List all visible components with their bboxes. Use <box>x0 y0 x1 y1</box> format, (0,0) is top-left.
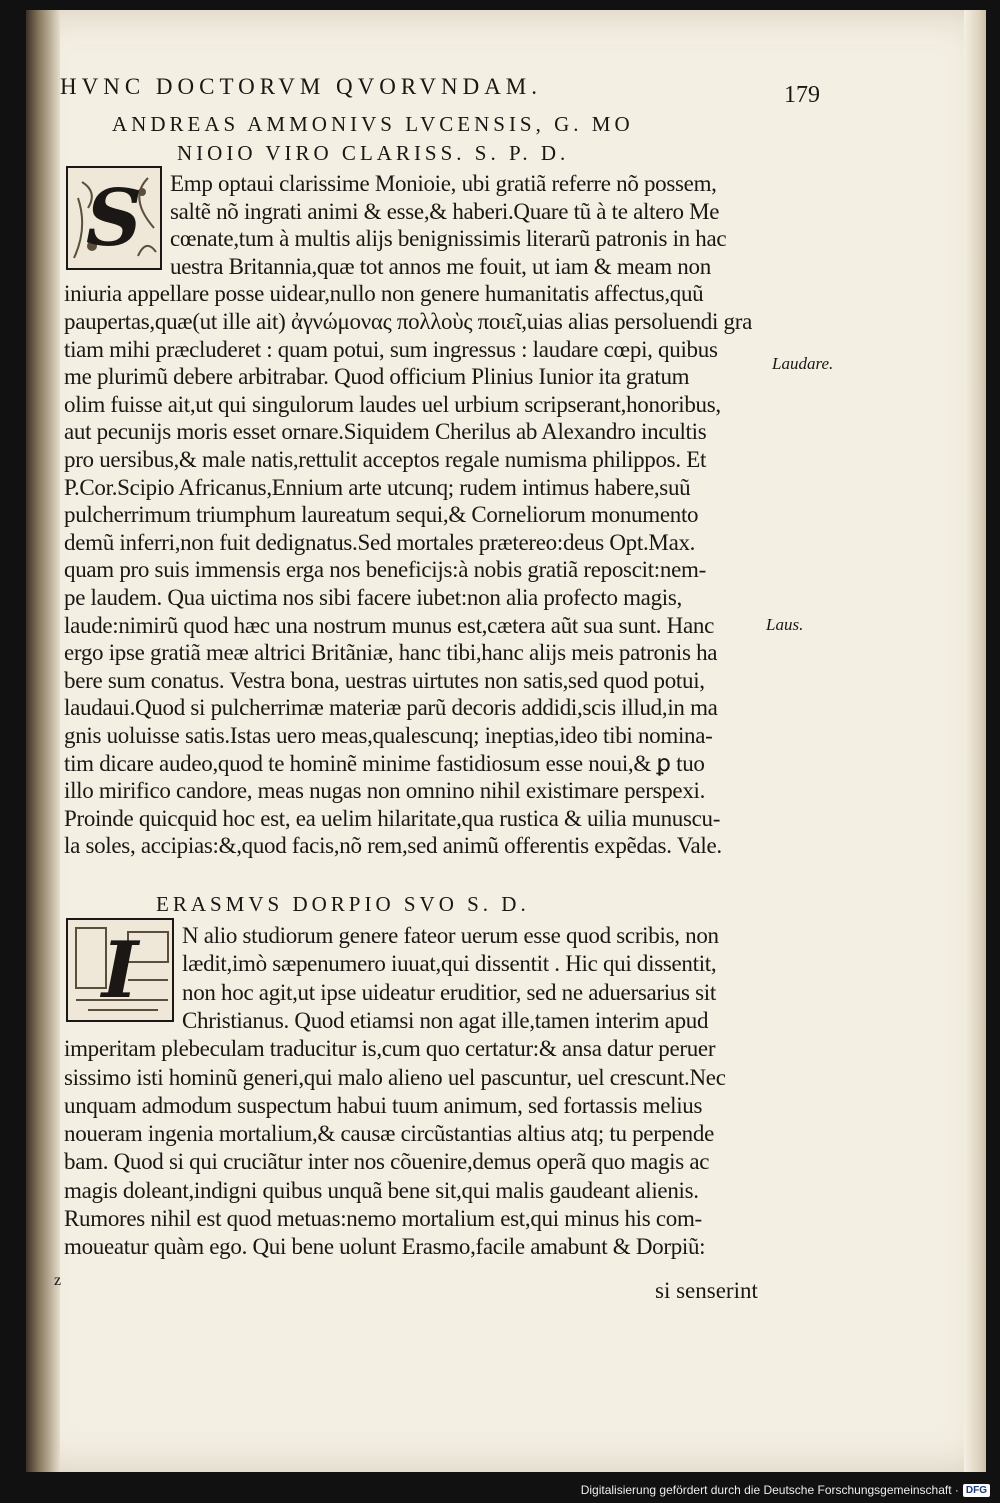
margin-note-laus: Laus. <box>766 615 804 634</box>
text-line: aut pecunijs moris esset ornare.Siquidem Cherilus ab Alexandro incultis <box>64 419 707 445</box>
text-line: pulcherrimum triumphum laureatum sequi,& Corneliorum monumento <box>64 502 699 528</box>
footer-credit <box>581 1483 990 1497</box>
text-line: demũ inferri,non fuit dedignatus.Sed mortales prætereo:deus Opt.Max. <box>64 529 696 555</box>
text-line: me plurimũ debere arbitrabar. Quod officium Plinius Iunior ita gratum <box>64 364 690 390</box>
text-line: uestra Britannia,quæ tot annos me fouit, ut iam & meam non <box>170 253 711 279</box>
text-line: tiam mihi præcluderet : quam potui, sum ingressus : laudare cœpi, quibus <box>64 336 718 362</box>
text-line: unquam admodum suspectum habui tuum animum, sed fortassis melius <box>64 1092 703 1118</box>
text-line: Rumores nihil est quod metuas:nemo mortalium est,qui minus his com- <box>64 1206 702 1231</box>
text-line: cœnate,tum à multis alijs benignissimis literarũ patronis in hac <box>170 226 727 252</box>
text-line: Christianus. Quod etiamsi non agat ille,tamen interim apud <box>182 1007 709 1033</box>
decorated-initial-s <box>66 166 162 270</box>
page-number: 179 <box>784 82 820 108</box>
text-line: pe laudem. Qua uictima nos sibi facere iubet:non alia profecto magis, <box>64 585 682 610</box>
text-line: noueram ingenia mortalium,& causæ circũstantias altius atq; tu perpende <box>64 1121 714 1147</box>
catchword: si senserint <box>655 1278 758 1303</box>
text-line: sissimo isti hominũ generi,qui malo alieno uel pascuntur, uel crescunt.Nec <box>64 1064 726 1090</box>
text-line: tim dicare audeo,quod te hominẽ minime fastidiosum esse noui,& ꝑ tuo <box>64 750 705 776</box>
footer-text: Digitalisierung gefördert durch die Deutsche Forschungsgemeinschaft · <box>580 1483 959 1497</box>
text-line: moueatur quàm ego. Qui bene uolunt Erasmo,facile amabunt & Dorpiũ: <box>64 1234 706 1260</box>
text-line: gnis uoluisse satis.Istas uero meas,qualescunq; ineptias,ideo tibi nomina- <box>64 723 713 748</box>
letter1-title-line-1: ANDREAS AMMONIVS LVCENSIS, G. MO <box>112 112 634 136</box>
text-line: illo mirifico candore, meas nugas non omnino nihil existimare perspexi. <box>64 778 706 804</box>
text-line: laude:nimirũ quod hæc una nostrum munus est,cætera aũt sua sunt. Hanc <box>64 612 715 638</box>
text-line: N alio studiorum genere fateor uerum esse quod scribis, non <box>182 923 719 948</box>
text-line: magis doleant,indigni quibus unquã bene sit,qui malis gaudeant alienis. <box>64 1177 699 1203</box>
text-line: olim fuisse ait,ut qui singulorum laudes uel urbium scripserant,honoribus, <box>64 391 721 417</box>
text-line: laudaui.Quod si pulcherrimæ materiæ parũ decoris addidi,scis illud,in ma <box>64 695 718 721</box>
text-line: saltẽ nõ ingrati animi & esse,& haberi.Quare tũ à te altero Me <box>170 198 720 224</box>
text-line: la soles, accipias:&,quod facis,nõ rem,sed animũ offerentis expẽdas. Vale. <box>64 833 722 859</box>
margin-note-laudare: Laudare. <box>772 354 834 373</box>
text-line: lædit,imò sæpenumero iuuat,qui dissentit . Hic qui dissentit, <box>182 951 717 977</box>
page-edge <box>964 10 986 1472</box>
text-line: paupertas,quæ(ut ille ait) ἀγνώμονας πολλοὺς ποιεῖ,uias alias persoluendi gra <box>64 309 753 334</box>
text-line: pro uersibus,& male natis,rettulit acceptos regale numisma philippos. Et <box>64 447 707 472</box>
text-line: quam pro suis immensis erga nos beneficijs:à nobis gratiã reposcit:nem- <box>64 557 706 583</box>
text-line: ergo ipse gratiã meæ altrici Britãniæ, hanc tibi,hanc alijs meis patronis ha <box>64 640 718 666</box>
signature-mark: z <box>54 1272 62 1289</box>
decorated-initial-i <box>66 918 174 1022</box>
binding-gutter <box>26 10 60 1472</box>
text-line: P.Cor.Scipio Africanus,Ennium arte utcunq; rudem intimus habere,suũ <box>64 474 691 500</box>
text-line: Proinde quicquid hoc est, ea uelim hilaritate,qua rustica & uilia munuscu- <box>64 805 721 831</box>
text-line: imperitam plebeculam traducitur is,cum quo certatur:& ansa datur peruer <box>64 1036 716 1062</box>
running-title: HVNC DOCTORVM QVORVNDAM. <box>60 74 543 99</box>
letter2-title: ERASMVS DORPIO SVO S. D. <box>156 892 530 916</box>
text-line: iniuria appellare posse uidear,nullo non genere humanitatis affectus,quũ <box>64 281 704 307</box>
dfg-logo: DFG <box>963 1484 990 1497</box>
text-line: bere sum conatus. Vestra bona, uestras uirtutes non satis,sed quod potui, <box>64 667 705 693</box>
text-line: non hoc agit,ut ipse uideatur eruditior, sed ne aduersarius sit <box>182 979 716 1005</box>
letter1-title-line-2: NIOIO VIRO CLARISS. S. P. D. <box>177 141 570 165</box>
initial-letter: S <box>85 172 143 264</box>
initial-letter: I <box>101 924 139 1016</box>
text-line: Emp optaui clarissime Monioie, ubi gratiã referre nõ possem, <box>170 171 717 196</box>
text-line: bam. Quod si qui cruciãtur inter nos cõuenire,demus operã quo magis ac <box>64 1149 710 1175</box>
